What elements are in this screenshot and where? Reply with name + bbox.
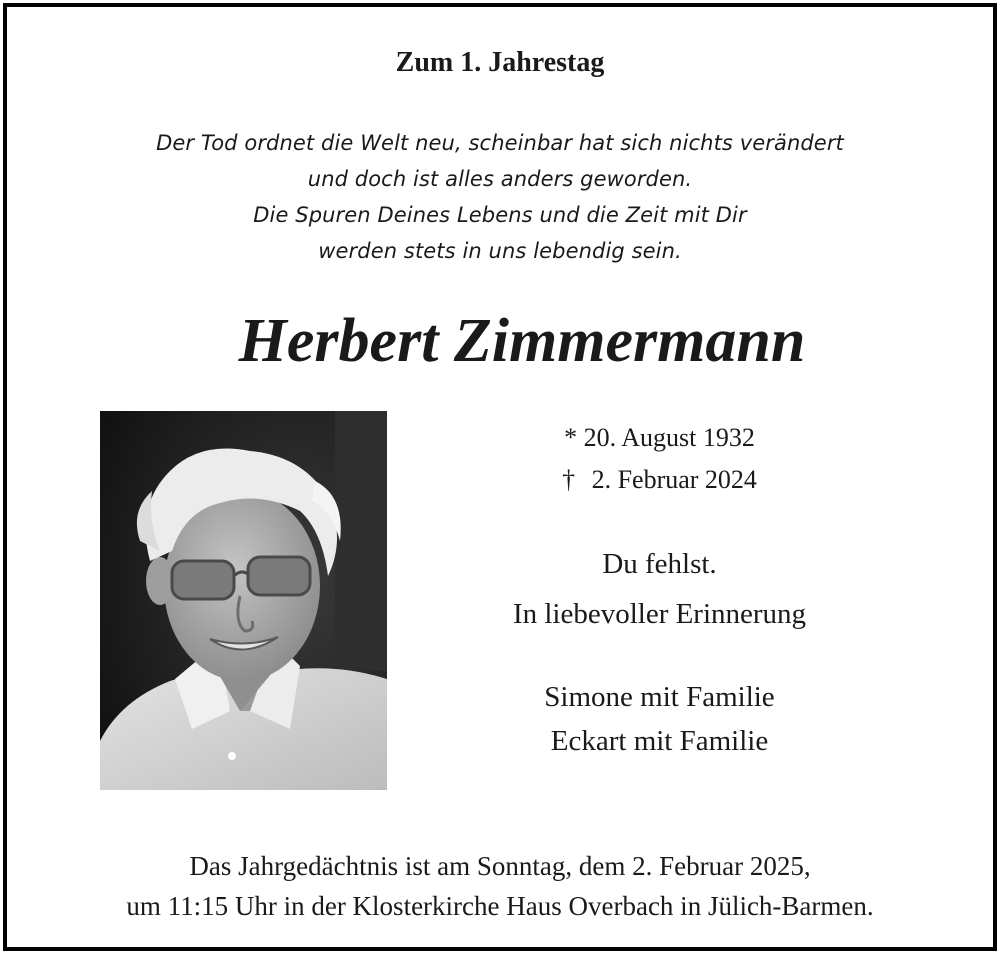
footer-line: Das Jahrgedächtnis ist am Sonntag, dem 2. Februar 2025, xyxy=(189,851,811,881)
deceased-name: Herbert Zimmermann xyxy=(238,307,806,375)
anniversary-heading: Zum 1. Jahrestag xyxy=(395,47,605,78)
family-line: Simone mit Familie xyxy=(544,681,775,713)
portrait-icon xyxy=(100,411,387,790)
poem-line: und doch ist alles anders geworden. xyxy=(307,167,693,191)
life-dates xyxy=(477,417,842,501)
memorial-poem xyxy=(7,125,993,269)
poem-line: Der Tod ordnet die Welt neu, scheinbar hat sich nichts verändert xyxy=(156,131,844,155)
death-date-line xyxy=(477,459,842,501)
memorial-notice xyxy=(3,3,997,951)
birth-date: 20. August 1932 xyxy=(583,423,755,452)
birth-symbol: * xyxy=(564,423,578,452)
remembrance-phrases xyxy=(477,539,842,639)
phrase-line: In liebevoller Erinnerung xyxy=(512,598,807,630)
mourning-family xyxy=(477,675,842,763)
portrait-photo xyxy=(100,411,387,790)
family-line: Eckart mit Familie xyxy=(550,725,769,757)
death-date: 2. Februar 2024 xyxy=(591,465,757,494)
poem-line: werden stets in uns lebendig sein. xyxy=(318,239,682,263)
birth-date-line xyxy=(477,417,842,459)
dagger-icon: † xyxy=(562,465,576,494)
memorial-service-info xyxy=(7,846,993,926)
phrase-line: Du fehlst. xyxy=(602,548,717,580)
footer-line: um 11:15 Uhr in der Klosterkirche Haus Overbach in Jülich-Barmen. xyxy=(126,891,874,921)
poem-line: Die Spuren Deines Lebens und die Zeit mit Dir xyxy=(253,203,747,227)
